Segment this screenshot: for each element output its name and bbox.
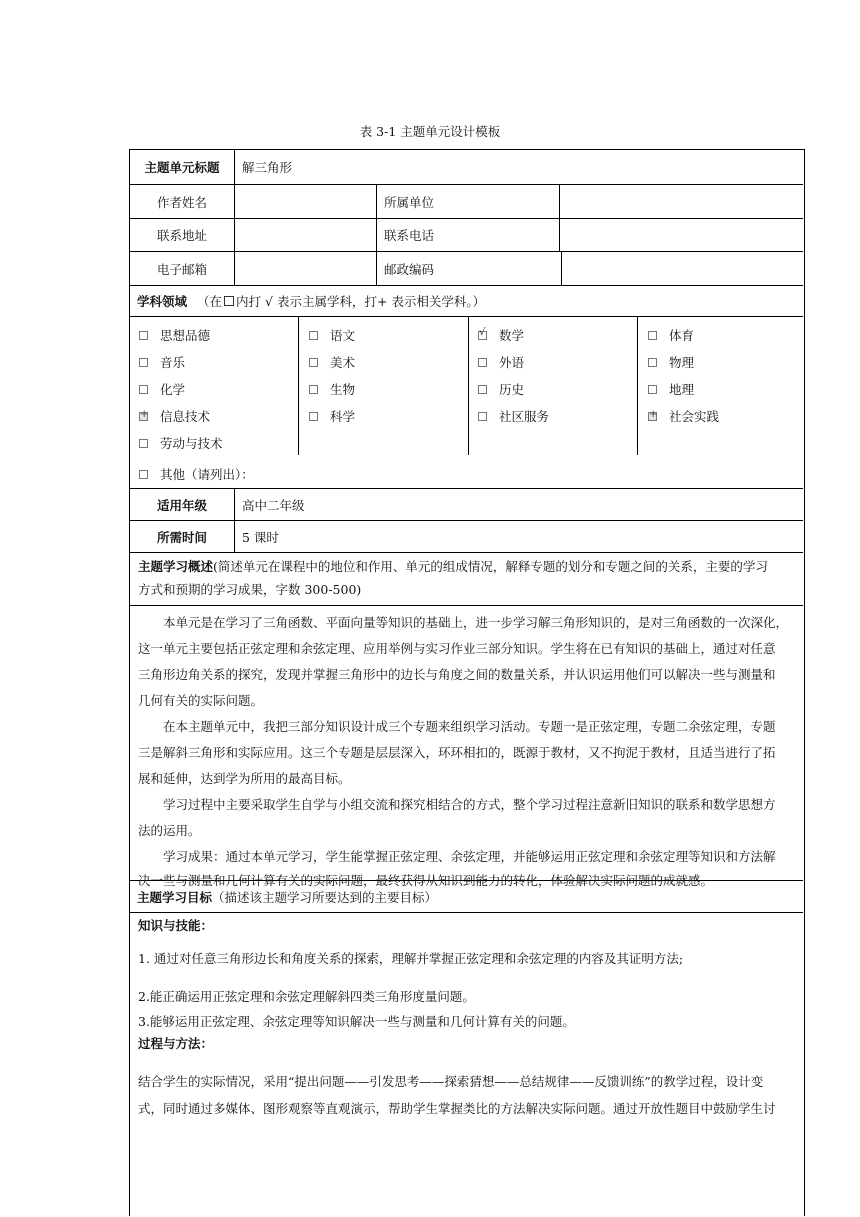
checkbox-icon[interactable] [139, 439, 148, 448]
goals-body [130, 913, 803, 1217]
overview-paragraph-line: 决一些与测量和几何计算有关的实际问题，最终获得从知识到能力的转化，体验解决实际问题的成就感。 [138, 873, 714, 888]
subject-item[interactable] [139, 325, 210, 345]
subject-label: 社会实践 [669, 409, 720, 424]
subject-label: 体育 [669, 328, 695, 343]
grade-row [130, 489, 803, 521]
time-label: 所需时间 [156, 529, 207, 545]
checkbox-icon[interactable] [309, 412, 318, 421]
knowledge-item: 2.能正确运用正弦定理和余弦定理解斜四类三角形度量问题。 [138, 989, 475, 1004]
subject-item[interactable] [309, 325, 355, 345]
overview-paragraph-line: 本单元是在学习了三角函数、平面向量等知识的基础上，进一步学习解三角形知识的，是对三角函数的一次深化， [163, 615, 789, 630]
knowledge-title: 知识与技能： [138, 918, 214, 933]
subject-other-label: 其他（请列出）： [160, 467, 254, 482]
subject-field-note-rest: 内打 √ 表示主属学科，打+ 表示相关学科。） [236, 294, 486, 309]
overview-header-row [130, 553, 803, 606]
knowledge-item: 1. 通过对任意三角形边长和角度关系的探索，理解并掌握正弦定理和余弦定理的内容及其证明方法; [138, 951, 684, 966]
time-row [130, 521, 803, 553]
affiliation-label: 所属单位 [384, 194, 435, 210]
subject-item[interactable] [139, 379, 185, 399]
author-name-field[interactable] [234, 185, 376, 218]
checkbox-icon[interactable] [648, 385, 657, 394]
goals-title: 主题学习目标 [137, 889, 213, 905]
subject-label: 数学 [499, 328, 525, 343]
phone-field[interactable] [559, 219, 803, 251]
subject-label: 劳动与技术 [160, 436, 223, 451]
phone-label: 联系电话 [384, 228, 435, 243]
subject-item[interactable] [478, 379, 524, 399]
checkbox-icon[interactable] [139, 470, 148, 479]
time-value[interactable]: 5 课时 [242, 529, 279, 545]
overview-paragraph-line: 三是解斜三角形和实际应用。这三个专题是层层深入，环环相扣的，既源于教材，又不拘泥于教材，且适当进行了拓 [138, 745, 776, 760]
subject-label: 思想品德 [160, 328, 211, 343]
overview-title: 主题学习概述 [138, 559, 214, 574]
subject-label: 语文 [330, 328, 356, 343]
overview-note: (简述单元在课程中的地位和作用、单元的组成情况，解释专题的划分和专题之间的关系，主要的学习 [213, 559, 768, 574]
subject-other-item[interactable] [139, 464, 254, 484]
postcode-label: 邮政编码 [384, 261, 435, 277]
overview-paragraph-line: 三角形边角关系的探究，发现并掌握三角形中的边长与角度之间的数量关系，并认识运用他们可以解决一些与测量和 [138, 667, 776, 682]
unit-design-table [129, 149, 805, 1216]
subject-item[interactable] [648, 325, 694, 345]
postcode-field[interactable] [561, 252, 803, 285]
info-row-email [130, 252, 803, 286]
subject-label: 物理 [669, 355, 695, 370]
subject-label: 科学 [330, 409, 356, 424]
subject-label: 历史 [499, 382, 525, 397]
subject-label: 生物 [330, 382, 356, 397]
subject-item[interactable] [478, 352, 524, 372]
checkbox-icon[interactable] [309, 385, 318, 394]
grade-value[interactable]: 高中二年级 [242, 497, 305, 513]
subject-item[interactable] [478, 325, 524, 345]
overview-note-line2: 方式和预期的学习成果，字数 300-500) [138, 582, 362, 597]
subject-item[interactable] [648, 379, 694, 399]
plus-checkbox-icon[interactable] [648, 412, 657, 421]
checkbox-icon[interactable] [478, 412, 487, 421]
subject-label: 信息技术 [160, 409, 211, 424]
grade-label: 适用年级 [156, 497, 207, 513]
subject-label: 社区服务 [499, 409, 550, 424]
subject-label: 音乐 [160, 355, 186, 370]
subjects-grid-row [130, 317, 803, 489]
process-line: 式，同时通过多媒体、图形观察等直观演示，帮助学生掌握类比的方法解决实际问题。通过开放性题目中鼓励学生讨 [138, 1101, 776, 1116]
subject-item[interactable] [478, 406, 549, 426]
subject-label: 化学 [160, 382, 186, 397]
checkbox-icon[interactable] [139, 331, 148, 340]
subject-field-header-row [130, 286, 803, 317]
process-line: 结合学生的实际情况，采用“提出问题——引发思考——探索猜想——总结规律——反馈训练”的教学过程，设计变 [138, 1074, 764, 1089]
subject-item[interactable] [648, 352, 694, 372]
unit-title-label: 主题单元标题 [144, 160, 220, 175]
email-field[interactable] [234, 252, 376, 285]
subject-item[interactable] [139, 352, 185, 372]
table-caption: 表 3-1 主题单元设计模板 [359, 124, 501, 139]
subject-field-title: 学科领域 [137, 294, 188, 309]
subject-item[interactable] [648, 406, 719, 426]
subject-label: 地理 [669, 382, 695, 397]
subject-label: 外语 [499, 355, 525, 370]
subject-item[interactable] [139, 433, 223, 453]
address-label: 联系地址 [156, 228, 207, 243]
checkbox-icon[interactable] [139, 358, 148, 367]
unit-title-row [130, 150, 803, 185]
affiliation-field[interactable] [559, 185, 803, 218]
checkbox-icon[interactable] [648, 358, 657, 367]
subject-item[interactable] [139, 406, 210, 426]
checkbox-square-icon [224, 296, 234, 306]
email-label: 电子邮箱 [156, 261, 207, 277]
checkbox-icon[interactable] [478, 358, 487, 367]
goals-note: （描述该主题学习所要达到的主要目标） [212, 889, 438, 905]
checkbox-icon[interactable] [309, 358, 318, 367]
checkbox-icon[interactable] [478, 385, 487, 394]
info-row-address [130, 219, 803, 252]
checkbox-icon[interactable] [309, 331, 318, 340]
checkbox-icon[interactable] [139, 385, 148, 394]
subject-item[interactable] [309, 352, 355, 372]
overview-paragraph-line: 学习过程中主要采取学生自学与小组交流和探究相结合的方式，整个学习过程注意新旧知识的联系和数学思想方 [163, 797, 776, 812]
info-row-author [130, 185, 803, 219]
overview-paragraph-line: 学习成果：通过本单元学习，学生能掌握正弦定理、余弦定理，并能够运用正弦定理和余弦定理等知识和方法解 [163, 849, 776, 864]
overview-paragraph-line: 法的运用。 [138, 823, 201, 838]
subject-item[interactable] [309, 406, 355, 426]
overview-paragraph-line: 这一单元主要包括正弦定理和余弦定理、应用举例与实习作业三部分知识。学生将在已有知识的基础上，通过对任意 [138, 641, 776, 656]
author-name-label: 作者姓名 [156, 194, 207, 210]
subject-item[interactable] [309, 379, 355, 399]
overview-paragraph-line: 在本主题单元中，我把三部分知识设计成三个专题来组织学习活动。专题一是正弦定理，专题二余弦定理，专题 [163, 719, 776, 734]
overview-paragraph-line: 几何有关的实际问题。 [138, 693, 264, 708]
plus-checkbox-icon[interactable] [139, 412, 148, 421]
process-title: 过程与方法： [138, 1036, 214, 1051]
unit-title-value[interactable]: 解三角形 [242, 160, 293, 175]
subject-field-note: （在 [197, 294, 223, 309]
checked-checkbox-icon[interactable] [478, 331, 487, 340]
checkbox-icon[interactable] [648, 331, 657, 340]
address-field[interactable] [234, 219, 376, 251]
goals-header-row [130, 881, 803, 913]
overview-body-row [130, 606, 803, 888]
subject-label: 美术 [330, 355, 356, 370]
overview-paragraph-line: 展和延伸，达到学为所用的最高目标。 [138, 771, 351, 786]
knowledge-item: 3.能够运用正弦定理、余弦定理等知识解决一些与测量和几何计算有关的问题。 [138, 1014, 575, 1029]
